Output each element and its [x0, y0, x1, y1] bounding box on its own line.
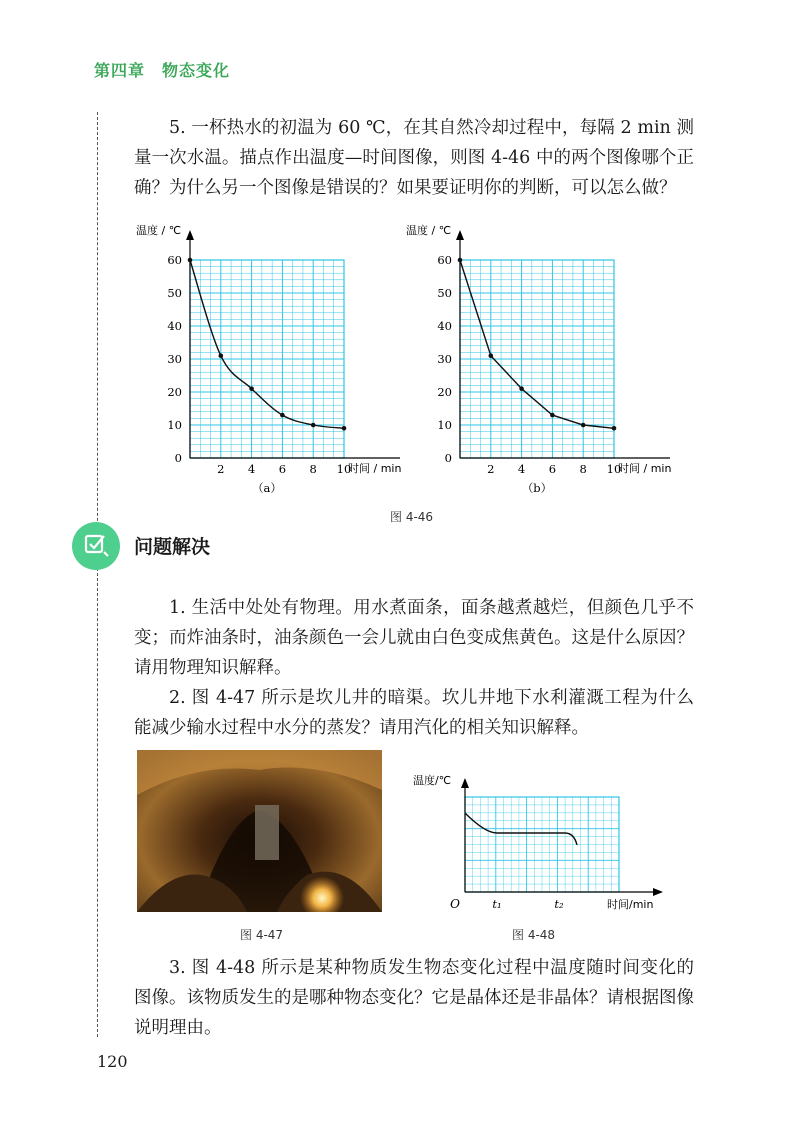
- data-point: [519, 386, 524, 391]
- y-tick-label: 50: [437, 286, 452, 300]
- kanerjing-tunnel-photo: [137, 750, 382, 912]
- x-tick-label: 4: [247, 462, 256, 476]
- data-point: [458, 258, 463, 263]
- y-axis-label: 温度 / ℃: [136, 224, 182, 237]
- y-tick-label: 0: [174, 451, 182, 465]
- y-tick-label: 50: [167, 286, 182, 300]
- data-point: [219, 353, 224, 358]
- figure-4-46-caption: 图 4-46: [390, 510, 434, 524]
- x-tick-label: 10: [336, 462, 352, 476]
- subfigure-label: （b）: [521, 481, 553, 495]
- x-axis-label: 时间/min: [607, 898, 654, 911]
- x-tick-label: 8: [309, 462, 317, 476]
- data-point: [188, 258, 193, 263]
- x-axis-label: 时间 / min: [348, 462, 402, 475]
- data-point: [342, 426, 347, 431]
- x-tick-label: 6: [278, 462, 287, 476]
- chart-4-48: [405, 770, 675, 915]
- x-tick-label: 4: [517, 462, 526, 476]
- y-tick-label: 20: [167, 385, 182, 399]
- y-tick-label: 10: [167, 418, 182, 432]
- data-point: [550, 413, 555, 418]
- data-point: [489, 353, 494, 358]
- y-tick-label: 60: [437, 253, 452, 267]
- chart-4-46-b: [400, 220, 700, 500]
- problem-3-text: 3. 图 4-48 所示是某种物质发生物态变化过程中温度随时间变化的图像。该物质发生的是哪种物态变化？它是晶体还是非晶体？请根据图像说明理由。: [134, 958, 694, 1038]
- problem-1-text: 1. 生活中处处有物理。用水煮面条，面条越煮越烂，但颜色几乎不变；而炸油条时，油条颜色一会儿就由白色变成焦黄色。这是什么原因？请用物理知识解释。: [134, 598, 694, 678]
- margin-dashed-line: [97, 112, 98, 1037]
- x-tick-label: 2: [217, 462, 225, 476]
- y-tick-label: 40: [437, 319, 452, 333]
- data-line: [460, 260, 614, 428]
- problem-2-text: 2. 图 4-47 所示是坎儿井的暗渠。坎儿井地下水利灌溉工程为什么能减少输水过程中水分的蒸发？请用汽化的相关知识解释。: [134, 688, 694, 738]
- x-axis-label: 时间 / min: [618, 462, 672, 475]
- figure-4-47-caption: 图 4-47: [240, 928, 284, 942]
- x-axis-arrow: [653, 888, 663, 896]
- y-tick-label: 60: [167, 253, 182, 267]
- y-axis-arrow: [186, 230, 194, 240]
- figure-4-48-caption: 图 4-48: [512, 928, 556, 942]
- y-tick-label: 10: [437, 418, 452, 432]
- x-tick-label: 10: [606, 462, 622, 476]
- y-tick-label: 30: [437, 352, 452, 366]
- data-point: [280, 413, 285, 418]
- y-axis-arrow: [456, 230, 464, 240]
- x-tick-label: 2: [487, 462, 495, 476]
- problem-solving-icon: [72, 522, 120, 570]
- x-tick-label-t1: t₁: [492, 897, 502, 911]
- data-point: [311, 423, 316, 428]
- data-point: [612, 426, 617, 431]
- y-tick-label: 20: [437, 385, 452, 399]
- data-line: [190, 260, 344, 428]
- section-title: 问题解决: [134, 536, 211, 558]
- page-number: 120: [97, 1052, 128, 1071]
- problem-5-text: 5. 一杯热水的初温为 60 ℃，在其自然冷却过程中，每隔 2 min 测量一次水温。描点作出温度—时间图像，则图 4-46 中的两个图像哪个正确？为什么另一个图像是错误的？如果要证明你的判断，可以怎么做？: [134, 118, 694, 198]
- y-axis-label: 温度/℃: [413, 774, 452, 787]
- y-axis-label: 温度 / ℃: [406, 224, 452, 237]
- y-tick-label: 30: [167, 352, 182, 366]
- chapter-header: 第四章 物态变化: [94, 61, 231, 80]
- chart-4-46-a: [130, 220, 420, 500]
- x-tick-label: 8: [579, 462, 587, 476]
- y-tick-label: 0: [444, 451, 452, 465]
- x-tick-label-t2: t₂: [554, 897, 564, 911]
- y-axis-arrow: [461, 778, 469, 788]
- data-point: [581, 423, 586, 428]
- x-tick-label: 6: [548, 462, 557, 476]
- data-point: [249, 386, 254, 391]
- subfigure-label: （a）: [252, 481, 282, 495]
- y-tick-label: 40: [167, 319, 182, 333]
- origin-label: O: [450, 897, 460, 911]
